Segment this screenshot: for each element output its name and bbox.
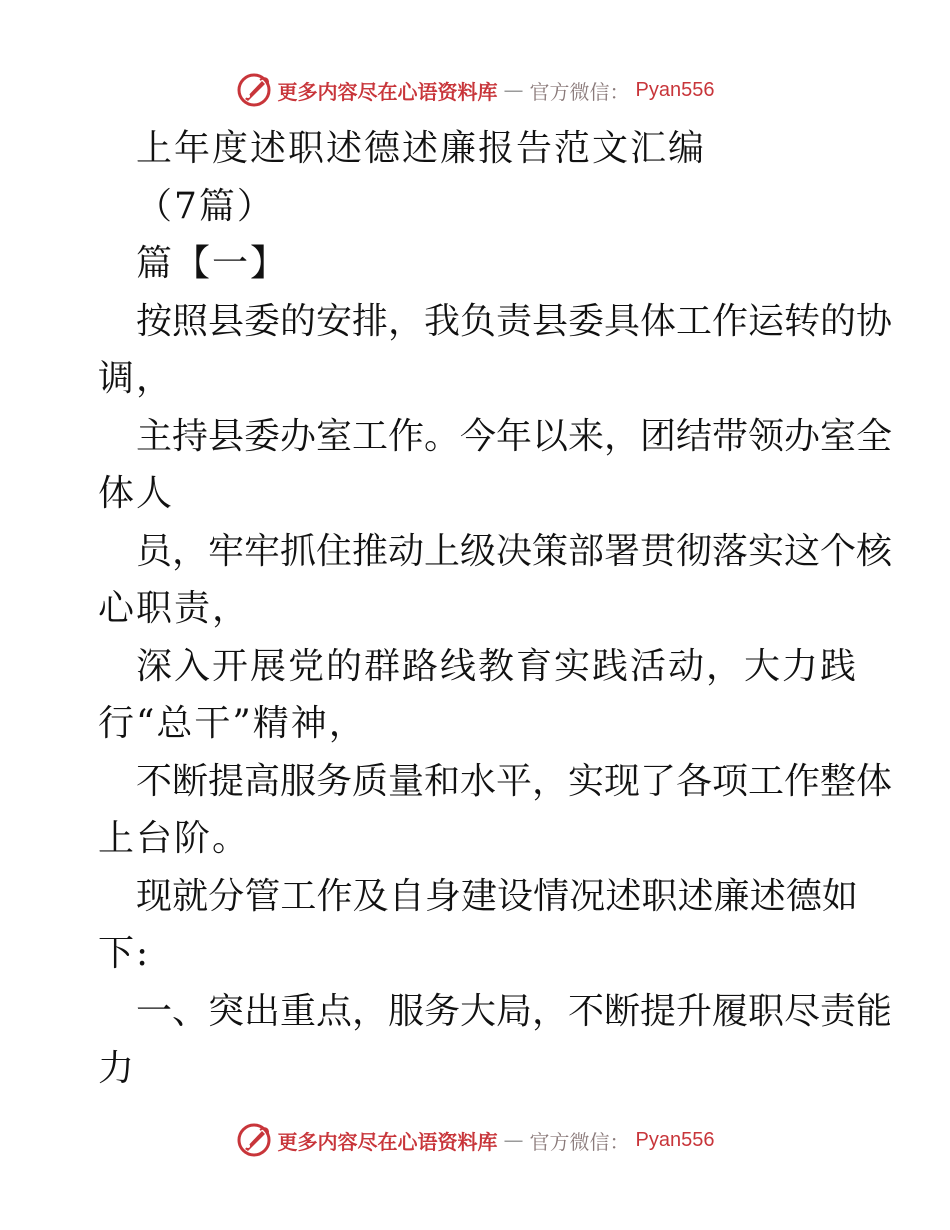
paragraph-line: 现就分管工作及自身建设情况述职述廉述德如 (136, 875, 858, 917)
quill-logo-icon (236, 72, 272, 108)
watermark-dash: — (503, 78, 524, 102)
section-heading: 篇【一】 (136, 243, 289, 284)
watermark-wechat-label: 官方微信： (529, 1129, 630, 1154)
watermark-banner-top (0, 70, 950, 110)
watermark-wechat-label: 官方微信： (529, 79, 630, 104)
watermark-wechat-id: Pyan556 (635, 1128, 715, 1151)
paragraph-line: 按照县委的安排，我负责县委具体工作运转的协 (136, 300, 893, 342)
paragraph-line: 不断提高服务质量和水平，实现了各项工作整体 (136, 760, 893, 802)
paragraph-line: 主持县委办室工作。今年以来，团结带领办室全 (136, 415, 893, 457)
watermark-brand: 更多内容尽在心语资料库 (277, 79, 498, 104)
watermark-wechat-id: Pyan556 (635, 78, 715, 101)
paragraph-line: 上台阶。 (98, 818, 251, 859)
section-heading-line: 力 (98, 1048, 137, 1089)
document-body (98, 120, 893, 1098)
paragraph-line: 员，牢牢抓住推动上级决策部署贯彻落实这个核 (136, 530, 893, 572)
paragraph-line: 心职责， (98, 588, 251, 629)
paragraph-line: 下: (98, 933, 151, 974)
paragraph-line: 体人 (98, 473, 175, 514)
watermark-banner-bottom (0, 1120, 950, 1160)
document-subtitle: （7篇） (136, 185, 275, 227)
watermark-brand: 更多内容尽在心语资料库 (277, 1129, 498, 1154)
quill-logo-icon (236, 1122, 272, 1158)
document-title: 上年度述职述德述廉报告范文汇编 (136, 128, 707, 169)
watermark-dash: — (503, 1128, 524, 1152)
paragraph-line: 深入开展党的群路线教育实践活动，大力践 (136, 645, 859, 687)
section-heading-line: 一、突出重点，服务大局，不断提升履职尽责能 (136, 990, 893, 1032)
paragraph-line: 行“总干”精神， (98, 703, 367, 744)
paragraph-line: 调， (98, 358, 175, 399)
